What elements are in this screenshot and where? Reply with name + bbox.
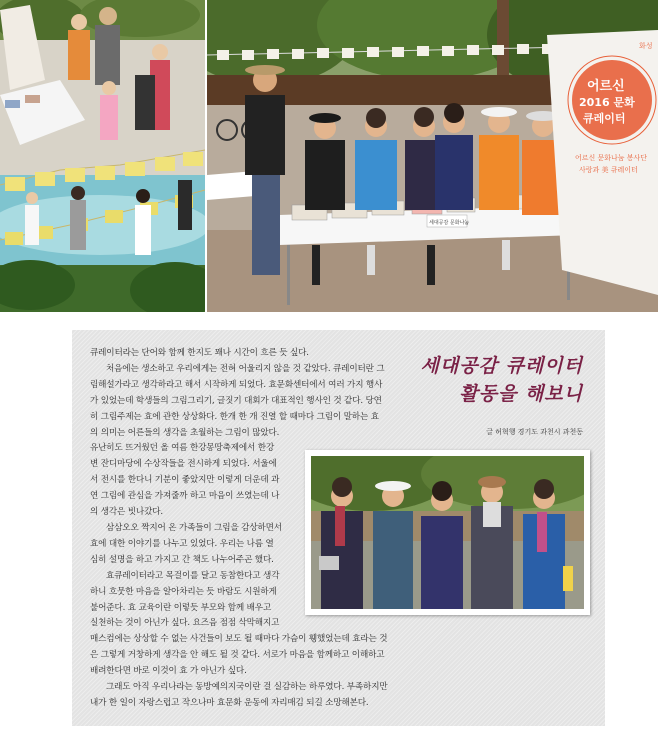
body-line: 내가 한 일이 자랑스럽고 작으나마 효문화 운동에 자리매김 되길 소망해본다. bbox=[90, 697, 369, 708]
body-line: 삼삼오오 짝지어 온 가족들이 그림을 감상하면서 bbox=[106, 522, 282, 533]
volunteer-group-photo bbox=[207, 0, 658, 312]
banner-sub-2: 사랑과 美 큐레이터 bbox=[579, 166, 638, 174]
body-line: 림해설가라고 생각하라고 해서 시작하게 되었다. 효문화센터에서 여러 가지 행사 bbox=[90, 379, 383, 390]
table-sign-text: 세대공감 문화나눔 bbox=[429, 220, 470, 226]
article-title-line-2: 활동을 해보니 bbox=[459, 383, 583, 405]
banner-top-label: 화성 bbox=[639, 42, 653, 50]
body-line: 효큐레이터라고 목걸이를 달고 동참한다고 생각 bbox=[106, 570, 280, 581]
banner-text-1: 어르신 bbox=[587, 79, 625, 94]
body-line: 변 잔디마당에 수상작들을 전시하게 되었다. 서울에 bbox=[90, 459, 277, 470]
body-line: 하니 흐뭇한 마음을 알아차리는 듯 바람도 시원하게 bbox=[90, 586, 277, 597]
five-women-image bbox=[311, 456, 584, 609]
body-line: 실천하는 것이 아닌가 싶다. 요즈음 점점 삭막해지고 bbox=[90, 618, 280, 629]
body-line: 배려한다면 바로 이것이 효 가 아닌가 싶다. bbox=[90, 666, 247, 677]
banner-text-3: 큐레이터 bbox=[583, 112, 626, 125]
body-line: 의 생각은 빗나갔다. bbox=[90, 507, 163, 518]
body-line: 심히 설명을 하고 가지고 간 책도 나누어주곤 했다. bbox=[90, 554, 274, 565]
body-line: 유난히도 뜨거웠던 올 여름 한강몽땅축제에서 한강 bbox=[90, 443, 275, 454]
article-byline: 글 허혁행 경기도 과천시 과천동 bbox=[486, 428, 583, 436]
body-line: 처음에는 생소하고 우리에게는 전혀 어울리지 않을 것 같았다. 큐레이터란 그 bbox=[106, 363, 385, 374]
festival-children-image bbox=[0, 0, 205, 312]
body-line: 불어준다. 효 교육이란 이렇듯 부모와 함께 배우고 bbox=[90, 602, 272, 613]
body-line: 그래도 아직 우리나라는 동방예의지국이란 걸 실감하는 하루였다. 부족하지만 bbox=[106, 682, 388, 693]
volunteer-group-image bbox=[207, 0, 658, 312]
body-line: 가 있었는데 학생들의 그림그리기, 글짓기 대회가 대표적인 행사인 것 같다. 당연 bbox=[90, 395, 382, 406]
article-title-line-1: 세대공감 큐레이터 bbox=[420, 355, 583, 377]
body-line: 히 그림주제는 효에 관한 상상화다. 한개 한 개 진열 할 때마다 그림이 말하는 효 bbox=[90, 411, 379, 422]
banner-text-2: 2016 문화 bbox=[579, 96, 635, 109]
body-line: 의 의미는 어른들의 생각을 초월하는 그림이 많았다. bbox=[90, 427, 280, 438]
festival-children-photo bbox=[0, 0, 205, 312]
body-line: 매스컴에는 상상할 수 없는 사건들이 보도 될 때마다 가슴이 휑했었는데 효라는 것 bbox=[90, 634, 388, 645]
body-line: 서 전시를 한다니 기분이 좋았지만 이렇게 더운데 과 bbox=[90, 475, 280, 486]
body-line: 연 그림에 관심을 가져줄까 하고 마음이 쓰였는데 나 bbox=[90, 491, 280, 502]
banner-sub-1: 어르신 문화나눔 봉사단 bbox=[575, 154, 648, 162]
body-line: 은 그렇게 거창하게 생각을 안 해도 될 것 같다. 서로가 마음을 함께하고 이해하고 bbox=[90, 650, 385, 661]
inset-photo bbox=[305, 450, 590, 615]
article-panel bbox=[72, 330, 605, 726]
body-line: 효에 대한 이야기를 나누고 있었다. 우리는 나름 열 bbox=[90, 538, 274, 549]
body-line: 큐레이터라는 단어와 함께 한지도 꽤나 시간이 흐른 듯 싶다. bbox=[90, 348, 309, 358]
